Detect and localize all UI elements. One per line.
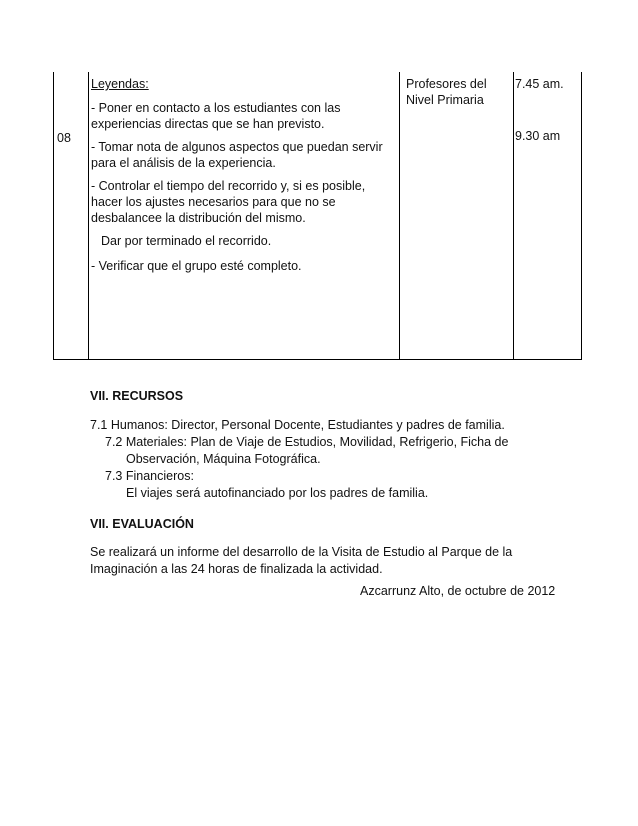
activity-item: - Tomar nota de algunos aspectos que puedan servir para el análisis de la experiencia. bbox=[91, 140, 383, 170]
recursos-financieros: 7.3 Financieros: bbox=[105, 469, 194, 483]
recursos-humanos: 7.1 Humanos: Director, Personal Docente, Estudiantes y padres de familia. bbox=[90, 418, 505, 432]
activity-cell bbox=[91, 76, 396, 274]
recursos-materiales-cont: Observación, Máquina Fotográfica. bbox=[126, 452, 321, 466]
evaluacion-line: Se realizará un informe del desarrollo de la Visita de Estudio al Parque de la bbox=[90, 545, 513, 559]
activity-item: - Verificar que el grupo esté completo. bbox=[91, 259, 302, 273]
evaluacion-line: Imaginación a las 24 horas de finalizada la actividad. bbox=[90, 562, 383, 576]
evaluacion-heading: VII. EVALUACIÓN bbox=[90, 517, 194, 531]
activity-item: - Controlar el tiempo del recorrido y, si es posible, hacer los ajustes necesarios para que no se desbalancee la distribución del mismo. bbox=[91, 179, 366, 225]
row-number: 08 bbox=[57, 131, 71, 145]
activity-table bbox=[53, 72, 582, 360]
signature-line: Azcarrunz Alto, de octubre de 2012 bbox=[360, 584, 556, 598]
recursos-heading: VII. RECURSOS bbox=[90, 389, 184, 403]
activity-item: - Poner en contacto a los estudiantes con las experiencias directas que se han previsto. bbox=[91, 101, 341, 131]
activity-title: Leyendas: bbox=[91, 77, 149, 91]
time-cell bbox=[515, 76, 581, 144]
time-start: 7.45 am. bbox=[515, 77, 564, 91]
activity-item: Dar por terminado el recorrido. bbox=[101, 234, 272, 248]
column-divider bbox=[399, 72, 400, 359]
recursos-materiales: 7.2 Materiales: Plan de Viaje de Estudios, Movilidad, Refrigerio, Ficha de bbox=[105, 435, 509, 449]
recursos-financieros-text: El viajes será autofinanciado por los padres de familia. bbox=[126, 486, 429, 500]
responsible-cell: Profesores del Nivel Primaria bbox=[406, 77, 487, 107]
time-end: 9.30 am bbox=[515, 129, 561, 143]
column-divider bbox=[513, 72, 514, 359]
column-divider bbox=[88, 72, 89, 359]
